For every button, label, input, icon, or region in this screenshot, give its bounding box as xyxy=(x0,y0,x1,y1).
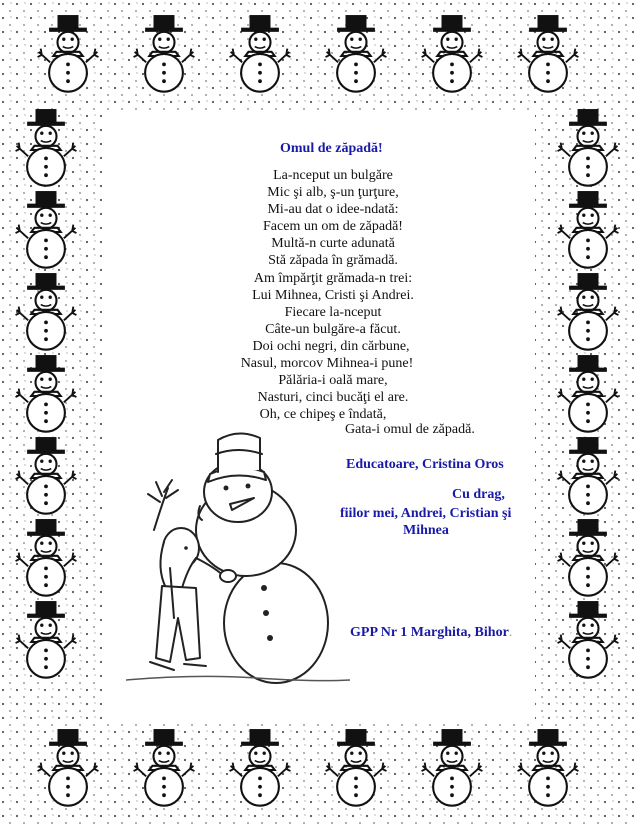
poem-line: Pălăria-i oală mare, xyxy=(278,373,388,389)
dedication-line: Cu drag, xyxy=(452,487,505,502)
poem-line: Doi ochi negri, din cărbune, xyxy=(252,338,410,354)
poem-line: Stă zăpada în grămadă. xyxy=(268,253,398,269)
poem-line: Am împărţit grămada-n trei: xyxy=(253,270,413,286)
poem-line: Nasul, morcov Mihnea-i pune! xyxy=(240,356,414,372)
poem-line: La-nceput un bulgăre xyxy=(273,168,393,183)
poem-line: Câte-un bulgăre-a făcut. xyxy=(265,321,401,337)
school-name: GPP Nr 1 Marghita, Bihor xyxy=(350,625,509,640)
dedication-line: Mihnea xyxy=(403,523,449,538)
poem-line: Multă-n curte adunată xyxy=(271,236,395,252)
school-dot: . xyxy=(508,625,513,640)
poem-last-line: Gata-i omul de zăpadă. xyxy=(345,422,475,437)
school-credit xyxy=(350,624,512,641)
author-credit: Educatoare, Cristina Oros xyxy=(346,457,504,472)
poem-body xyxy=(228,167,438,423)
child-building-snowman-icon xyxy=(126,418,350,690)
poem-title: Omul de zăpadă! xyxy=(280,141,383,156)
poem-line: Facem un om de zăpadă! xyxy=(263,219,403,235)
poem-line: Mic şi alb, ş-un ţurţure, xyxy=(267,185,399,201)
poem-line: Oh, ce chipeş e îndată, xyxy=(259,407,387,423)
dedication-line: fiilor mei, Andrei, Cristian şi xyxy=(340,506,512,521)
poem-line: Nasturi, cinci bucăţi el are. xyxy=(257,390,409,406)
poem-line: Fiecare la-nceput xyxy=(284,304,382,320)
poem-line: Lui Mihnea, Cristi şi Andrei. xyxy=(252,287,414,303)
poem-line: Mi-au dat o idee-ndată: xyxy=(267,202,399,218)
